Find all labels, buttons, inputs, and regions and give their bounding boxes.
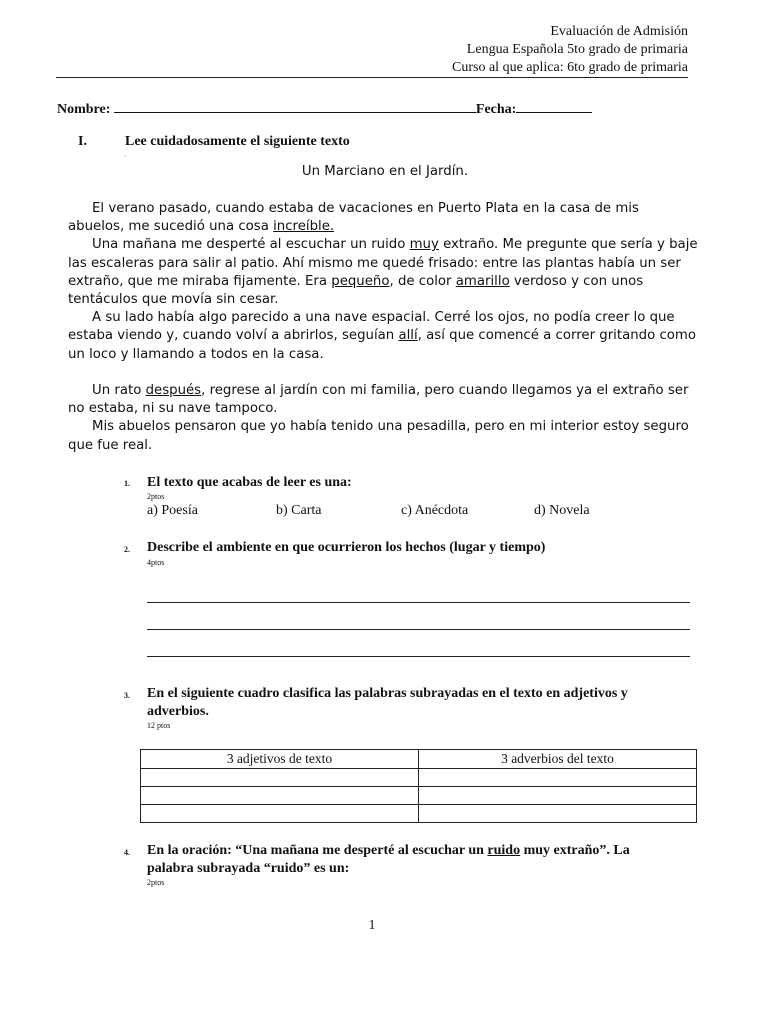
classification-table bbox=[140, 749, 697, 823]
section-mark: · bbox=[124, 152, 127, 161]
q4-text-line-1: En la oración: “Una mañana me desperté al escuchar un ruido muy extraño”. La bbox=[147, 843, 630, 858]
nombre-label: Nombre: bbox=[57, 102, 111, 117]
underlined-word: increíble. bbox=[273, 219, 335, 235]
table-row bbox=[141, 769, 697, 787]
q1-option-c[interactable]: c) Anécdota bbox=[401, 503, 469, 518]
q1-text: El texto que acabas de leer es una: bbox=[147, 475, 352, 490]
q1-option-a[interactable]: a) Poesía bbox=[147, 503, 198, 518]
answer-line[interactable] bbox=[147, 629, 690, 630]
q2-text: Describe el ambiente en que ocurrieron los hechos (lugar y tiempo) bbox=[147, 540, 546, 555]
q1-points: 2ptos bbox=[147, 492, 165, 501]
table-cell[interactable] bbox=[419, 805, 697, 823]
story-paragraph-4: Un rato después, regrese al jardín con mi familia, pero cuando llegamos ya el extraño ser no estaba, ni su nave tampoco. bbox=[68, 383, 689, 417]
header-line-2: Lengua Española 5to grado de primaria bbox=[466, 42, 688, 57]
answer-line[interactable] bbox=[147, 656, 690, 657]
answer-line[interactable] bbox=[147, 602, 690, 603]
q4-text-line-2: palabra subrayada “ruido” es un: bbox=[147, 861, 350, 876]
q4-points: 2ptos bbox=[147, 878, 165, 887]
q3-points: 12 ptos bbox=[147, 721, 171, 730]
section-number: I. bbox=[78, 134, 87, 149]
fecha-label: Fecha: bbox=[475, 102, 517, 117]
table-row bbox=[141, 787, 697, 805]
table-cell[interactable] bbox=[419, 769, 697, 787]
q4-number: 4. bbox=[124, 848, 130, 857]
table-cell[interactable] bbox=[141, 787, 419, 805]
adjetivos-header: 3 adjetivos de texto bbox=[141, 750, 419, 769]
q1-option-d[interactable]: d) Novela bbox=[534, 503, 590, 518]
header-line-1: Evaluación de Admisión bbox=[550, 24, 688, 39]
header-rule bbox=[56, 77, 688, 78]
story-paragraph-1: El verano pasado, cuando estaba de vacaciones en Puerto Plata en la casa de mis abuelos, me sucedió una cosa increíble. bbox=[68, 201, 639, 235]
story-paragraph-3: A su lado había algo parecido a una nave espacial. Cerré los ojos, no podía creer lo que estaba viendo y, cuando volví a abrirlos, seguían allí, así que comencé a correr gritando como un loco y llamando a todos en la casa. bbox=[68, 310, 696, 362]
header-line-3: Curso al que aplica: 6to grado de primaria bbox=[452, 60, 688, 75]
table-header-row bbox=[141, 750, 697, 769]
q1-number: 1. bbox=[124, 479, 130, 488]
fecha-field[interactable] bbox=[516, 100, 592, 113]
q2-points: 4ptos bbox=[147, 558, 165, 567]
table-cell[interactable] bbox=[141, 769, 419, 787]
story-paragraph-5: Mis abuelos pensaron que yo había tenido una pesadilla, pero en mi interior estoy seguro que fue real. bbox=[68, 419, 689, 453]
q3-number: 3. bbox=[124, 691, 130, 700]
underlined-word: ruido bbox=[487, 843, 521, 858]
table-row bbox=[141, 805, 697, 823]
underlined-word: después bbox=[145, 383, 202, 399]
q3-text-line-1: En el siguiente cuadro clasifica las palabras subrayadas en el texto en adjetivos y bbox=[147, 686, 628, 701]
table-cell[interactable] bbox=[419, 787, 697, 805]
q3-text-line-2: adverbios. bbox=[147, 704, 209, 719]
table-cell[interactable] bbox=[141, 805, 419, 823]
q2-number: 2. bbox=[124, 545, 130, 554]
section-title: Lee cuidadosamente el siguiente texto bbox=[125, 134, 350, 149]
story-title: Un Marciano en el Jardín. bbox=[301, 164, 469, 179]
q1-option-b[interactable]: b) Carta bbox=[276, 503, 322, 518]
nombre-field[interactable] bbox=[114, 100, 476, 113]
page-number: 1 bbox=[368, 918, 376, 933]
underlined-word: muy bbox=[409, 237, 439, 253]
name-date-row bbox=[57, 100, 592, 118]
underlined-word: allí bbox=[398, 328, 418, 344]
story-text bbox=[68, 200, 698, 455]
adverbios-header: 3 adverbios del texto bbox=[419, 750, 697, 769]
underlined-word: pequeño bbox=[331, 273, 390, 289]
underlined-word: amarillo bbox=[455, 273, 510, 289]
story-paragraph-2: Una mañana me desperté al escuchar un ruido muy extraño. Me pregunte que sería y baje las escaleras para salir al patio. Ahí mismo me quedé frisado: entre las plantas había un ser extraño, que me miraba fijamente. Era pequeño, de color amarillo verdoso y con unos tentáculos que movía sin cesar. bbox=[68, 237, 698, 308]
